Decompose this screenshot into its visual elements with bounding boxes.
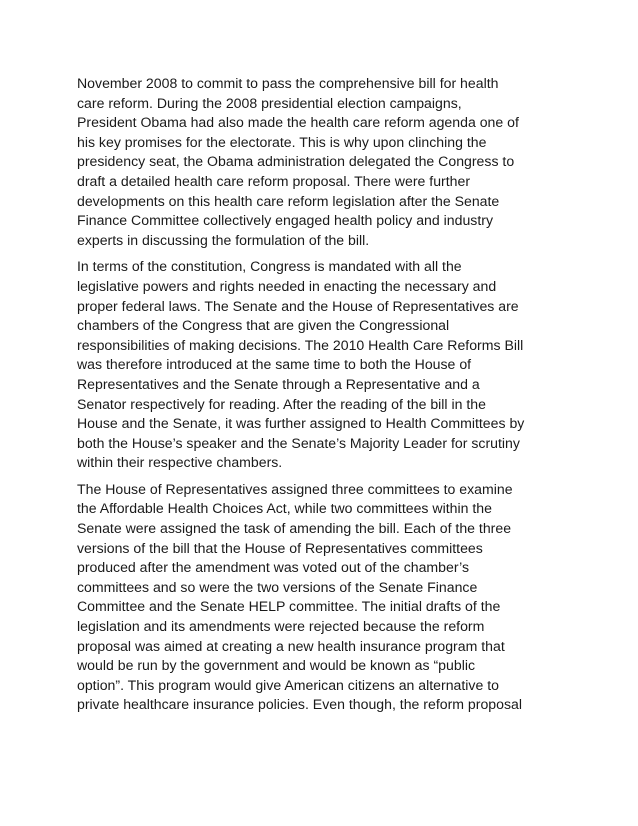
text-line: Finance Committee collectively engaged health policy and industry <box>77 212 493 229</box>
paragraph-1 <box>77 74 563 250</box>
text-line: both the House’s speaker and the Senate’s Majority Leader for scrutiny <box>77 434 520 451</box>
text-line: President Obama had also made the health care reform agenda one of <box>77 114 519 131</box>
text-line: the Affordable Health Choices Act, while two committees within the <box>77 500 492 517</box>
text-line: option”. This program would give American citizens an alternative to <box>77 676 499 693</box>
body-text <box>77 74 563 722</box>
text-line: Committee and the Senate HELP committee. The initial drafts of the <box>77 598 501 615</box>
text-line: Representatives and the Senate through a Representative and a <box>77 375 480 392</box>
text-line: Senator respectively for reading. After the reading of the bill in the <box>77 395 486 412</box>
text-line: draft a detailed health care reform proposal. There were further <box>77 172 471 189</box>
text-line: presidency seat, the Obama administration delegated the Congress to <box>77 153 515 170</box>
text-line: private healthcare insurance policies. Even though, the reform proposal <box>77 696 522 713</box>
text-line: The House of Representatives assigned three committees to examine <box>77 480 513 497</box>
text-line: House and the Senate, it was further assigned to Health Committees by <box>77 415 525 432</box>
text-line: November 2008 to commit to pass the comprehensive bill for health <box>77 75 499 91</box>
text-line: In terms of the constitution, Congress is mandated with all the <box>77 258 462 275</box>
text-line: chambers of the Congress that are given the Congressional <box>77 317 450 334</box>
text-line: committees and so were the two versions of the Senate Finance <box>77 578 478 595</box>
text-line: would be run by the government and would be known as “public <box>77 657 476 674</box>
text-line: was therefore introduced at the same time to both the House of <box>77 356 472 373</box>
text-line: Senate were assigned the task of amending the bill. Each of the three <box>77 520 512 537</box>
text-line: experts in discussing the formulation of the bill. <box>77 231 370 248</box>
text-line: his key promises for the electorate. This is why upon clinching the <box>77 133 487 150</box>
text-line: within their respective chambers. <box>77 454 283 471</box>
text-line: versions of the bill that the House of Representatives committees <box>77 539 483 556</box>
text-line: developments on this health care reform legislation after the Senate <box>77 192 500 209</box>
text-line: care reform. During the 2008 presidential election campaigns, <box>77 94 462 111</box>
text-line: proposal was aimed at creating a new health insurance program that <box>77 637 505 654</box>
text-line: responsibilities of making decisions. The 2010 Health Care Reforms Bill <box>77 336 524 353</box>
text-line: proper federal laws. The Senate and the House of Representatives are <box>77 297 519 314</box>
text-line: produced after the amendment was voted out of the chamber’s <box>77 559 469 576</box>
paragraph-2 <box>77 257 563 473</box>
text-line: legislation and its amendments were rejected because the reform <box>77 618 485 635</box>
text-line: legislative powers and rights needed in enacting the necessary and <box>77 277 497 294</box>
paragraph-3 <box>77 480 563 715</box>
